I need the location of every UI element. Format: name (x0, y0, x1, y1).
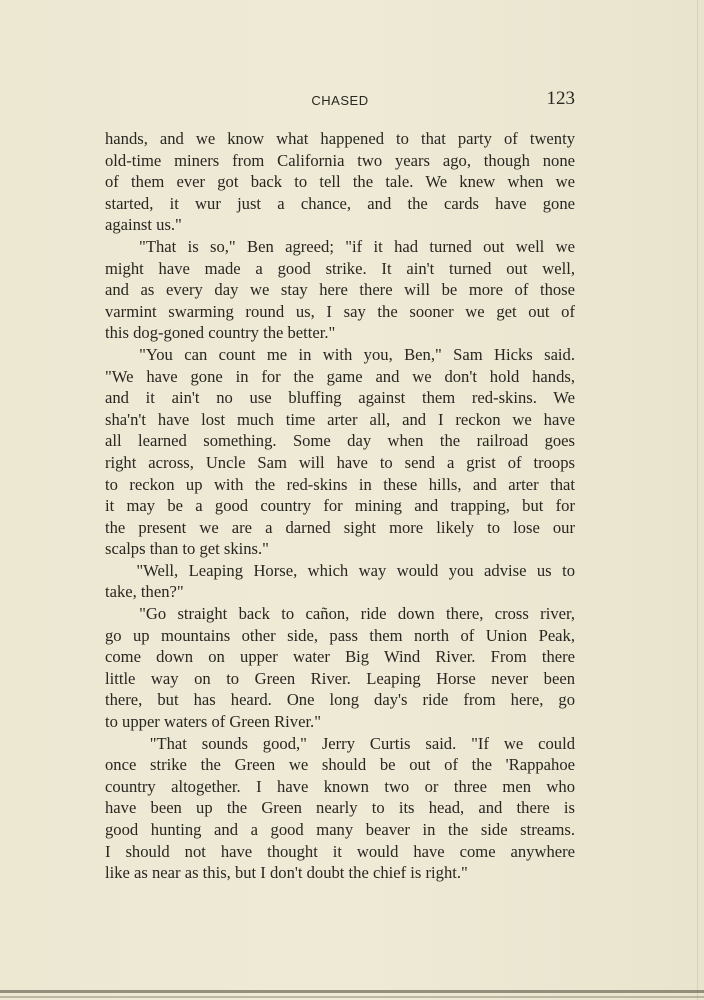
text-line: "You can count me in with you, Ben," Sam Hicks said. (105, 344, 575, 364)
text-line: country altogether. I have known two or three men who (105, 776, 575, 796)
text-line: varmint swarming round us, I say the sooner we get out of (105, 301, 575, 321)
text-line: "That sounds good," Jerry Curtis said. "If we could (105, 733, 575, 753)
text-line: and it ain't no use bluffing against them red-skins. We (105, 388, 575, 408)
text-line: like as near as this, but I don't doubt the chief is right." (105, 863, 468, 883)
chapter-title: CHASED (311, 93, 369, 108)
text-line: have been up the Green nearly to its head, and there is (105, 798, 575, 818)
text-line: go up mountains other side, pass them north of Union Peak, (105, 625, 575, 645)
bottom-edge-line (0, 990, 704, 993)
text-line: scalps than to get skins." (105, 539, 269, 559)
text-line: hands, and we know what happened to that party of twenty (105, 129, 575, 148)
text-line: take, then?" (105, 582, 184, 602)
running-head (105, 88, 575, 112)
body-text (105, 128, 575, 884)
text-line: to upper waters of Green River." (105, 712, 321, 732)
text-line: come down on upper water Big Wind River. From there (105, 647, 575, 667)
text-line: to reckon up with the red-skins in these hills, and arter that (105, 474, 575, 494)
text-line: right across, Uncle Sam will have to send a grist of troops (105, 452, 575, 472)
text-line: "Go straight back to cañon, ride down there, cross river, (105, 604, 575, 624)
page-edge (697, 0, 698, 1000)
text-line: against us." (105, 215, 182, 235)
text-line: I should not have thought it would have come anywhere (105, 841, 575, 861)
bottom-edge-line-secondary (0, 996, 704, 998)
text-line: old-time miners from California two years ago, though none (105, 150, 575, 170)
text-line: the present we are a darned sight more likely to lose our (105, 517, 575, 537)
text-line: "Well, Leaping Horse, which way would you advise us to (105, 560, 575, 580)
text-line: there, but has heard. One long day's ride from here, go (105, 690, 575, 710)
text-line: this dog-goned country the better." (105, 323, 336, 343)
text-line: "That is so," Ben agreed; "if it had turned out well we (105, 236, 575, 256)
text-line: all learned something. Some day when the railroad goes (105, 431, 575, 451)
text-line: and as every day we stay here there will be more of those (105, 280, 575, 300)
text-line: little way on to Green River. Leaping Horse never been (105, 668, 575, 688)
text-line: might have made a good strike. It ain't turned out well, (105, 258, 575, 278)
text-line: sha'n't have lost much time arter all, and I reckon we have (105, 409, 575, 429)
text-line: of them ever got back to tell the tale. We knew when we (105, 172, 575, 192)
text-line: it may be a good country for mining and trapping, but for (105, 496, 575, 516)
text-line: started, it wur just a chance, and the cards have gone (105, 193, 575, 213)
text-line: "We have gone in for the game and we don't hold hands, (105, 366, 575, 386)
page-number: 123 (546, 88, 575, 109)
text-line: once strike the Green we should be out of the 'Rappahoe (105, 755, 575, 775)
text-line: good hunting and a good many beaver in the side streams. (105, 820, 575, 839)
